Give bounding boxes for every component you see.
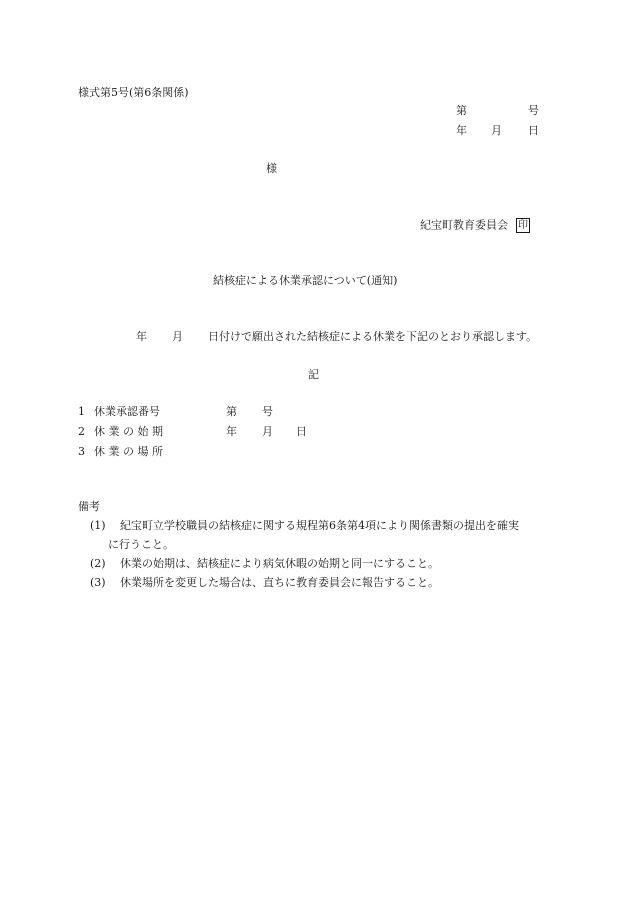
sender-name: 紀宝町教育委員会 [420, 218, 508, 232]
remarks-heading: 備考 [78, 500, 100, 513]
note-1-line-2: に行うこと。 [108, 538, 174, 551]
date-month: 月 [491, 124, 502, 137]
item-2-value-1: 年 [226, 425, 237, 438]
item-2-num: 2 [78, 425, 85, 438]
body-text: 日付けで願出された結核症による休業を下記のとおり承認します。 [208, 330, 538, 343]
document-number-prefix: 第 [456, 104, 467, 117]
item-2-value-2: 月 [262, 425, 273, 438]
note-1-num: (1) [90, 519, 106, 532]
note-3-num: (3) [90, 576, 106, 589]
item-2-value-3: 日 [296, 425, 307, 438]
form-label: 様式第5号(第6条関係) [78, 86, 189, 99]
item-3-label: 休 業 の 場 所 [94, 445, 163, 458]
date-year: 年 [456, 124, 467, 137]
date-day: 日 [528, 124, 539, 137]
item-1-num: 1 [78, 405, 85, 418]
note-1-line-1: 紀宝町立学校職員の結核症に関する規程第6条第4項により関係書類の提出を確実 [120, 519, 519, 532]
item-2-label: 休 業 の 始 期 [94, 425, 163, 438]
note-2-line-1: 休業の始期は、結核症により病気休暇の始期と同一にすること。 [120, 557, 439, 570]
ki-heading: 記 [308, 368, 319, 381]
item-3-num: 3 [78, 445, 85, 458]
document-number-suffix: 号 [528, 104, 539, 117]
body-month: 月 [172, 330, 183, 343]
item-1-label: 休業承認番号 [94, 405, 160, 418]
note-2-num: (2) [90, 557, 106, 570]
body-year: 年 [136, 330, 147, 343]
recipient-honorific: 様 [266, 162, 277, 175]
note-3-line-1: 休業場所を変更した場合は、直ちに教育委員会に報告すること。 [120, 576, 439, 589]
item-1-value-2: 号 [262, 405, 273, 418]
sender-block [420, 218, 530, 233]
seal-stamp: 印 [518, 220, 528, 231]
item-1-value-1: 第 [226, 405, 237, 418]
document-title: 結核症による休業承認について(通知) [213, 274, 398, 287]
